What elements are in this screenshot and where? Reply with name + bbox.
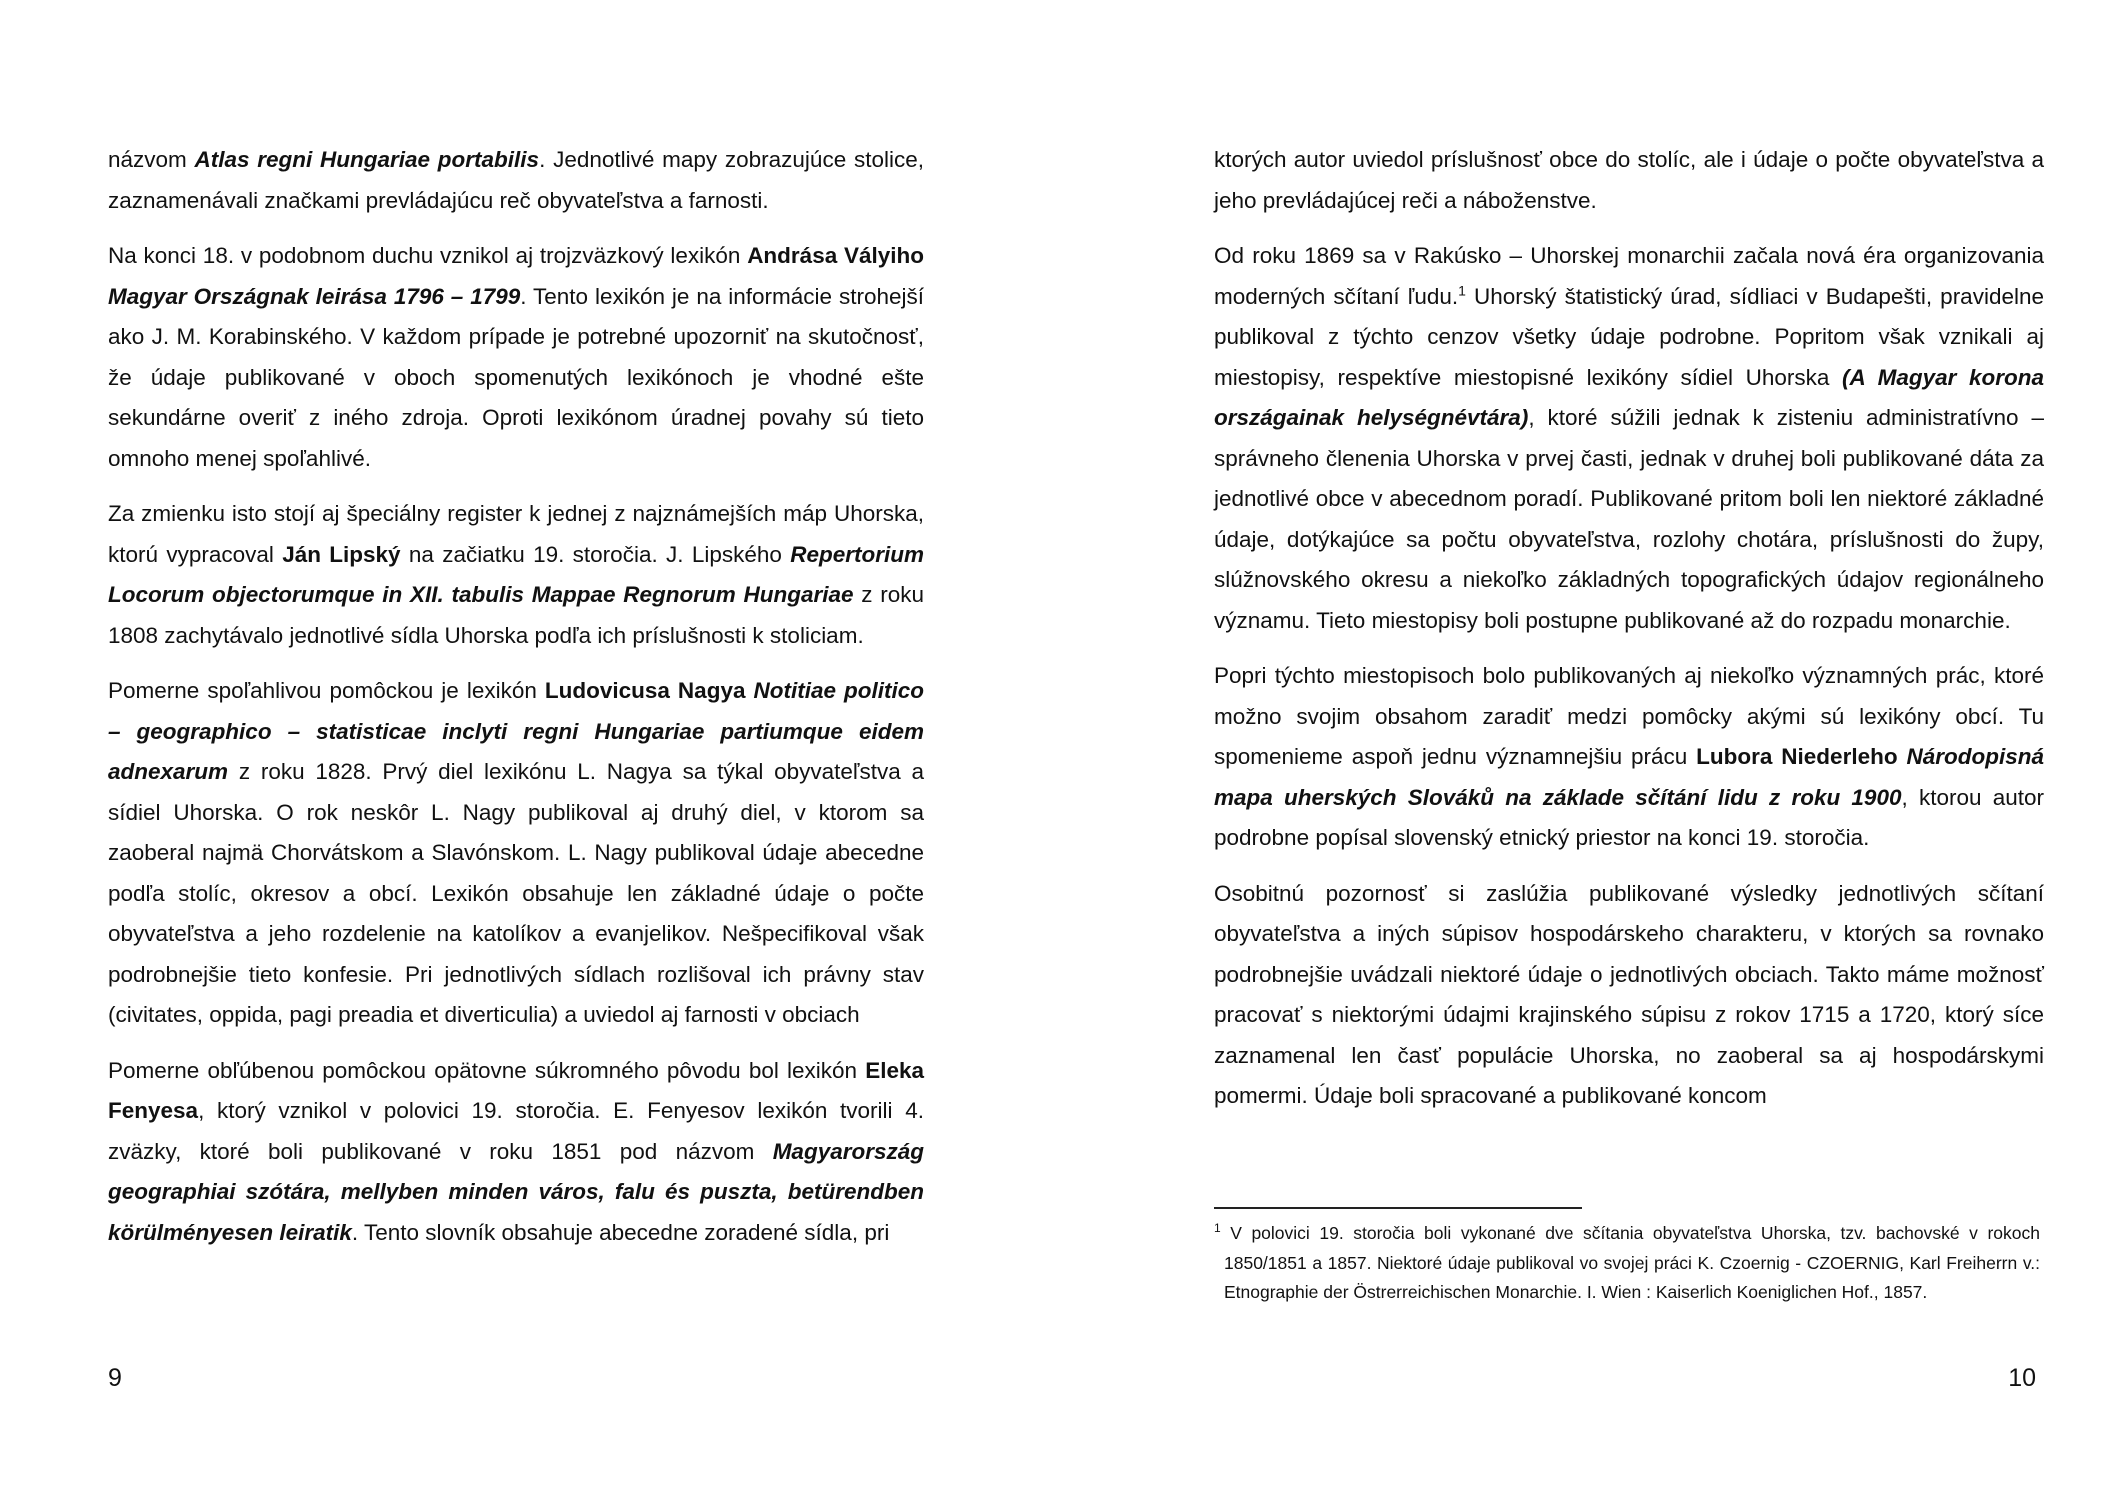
- paragraph: [108, 494, 924, 656]
- page-number-right: 10: [2008, 1364, 2036, 1392]
- text-run: Pomerne obľúbenou pomôckou opätovne súkromného pôvodu bol lexikón: [108, 1057, 866, 1083]
- paragraph: [108, 1051, 924, 1254]
- right-page-text-column: [1214, 140, 2044, 1132]
- text-run: . Tento slovník obsahuje abecedne zoradené sídla, pri: [351, 1219, 890, 1245]
- paragraph: [108, 236, 924, 479]
- text-run: Pomerne spoľahlivou pomôckou je lexikón: [108, 678, 545, 703]
- footnote-separator: [1214, 1207, 1582, 1209]
- paragraph: [1214, 656, 2044, 859]
- paragraph: [1214, 874, 2044, 1117]
- paragraph: [1214, 140, 2044, 221]
- bold-italic-title: Repertorium Locorum objectorumque in XII. tabulis Mappae Regnorum Hungariae: [108, 541, 924, 607]
- text-run: . Jednotlivé mapy zobrazujúce stolice, zaznamenávali značkami prevládajúcu reč obyvateľstva a farnosti.: [108, 147, 924, 213]
- text-run: Za zmienku isto stojí aj špeciálny register k jednej z najznámejších máp Uhorska, ktorú vypracoval: [108, 501, 924, 567]
- right-page: [1214, 0, 2044, 1500]
- text-run: názvom: [108, 147, 195, 172]
- bold-italic-title: Národopisná mapa uherských Slováků na základe sčítání lidu z roku 1900: [1214, 744, 2044, 810]
- left-page: [108, 0, 924, 1500]
- text-run: Popri týchto miestopisoch bolo publikovaných aj niekoľko významných prác, ktoré možno svojim obsahom zaradiť medzi pomôcky akými sú lexikóny obcí. Tu spomenieme aspoň jednu významnejšiu prácu: [1214, 663, 2044, 769]
- paragraph: [1214, 236, 2044, 641]
- footnote: [1214, 1219, 2040, 1308]
- bold-text: Ludovicusa Nagya: [544, 678, 754, 703]
- text-run: , ktorý vznikol v polovici 19. storočia. E. Fenyesov lexikón tvorili 4. zväzky, ktoré boli publikované v roku 1851 pod názvom: [108, 1098, 924, 1164]
- bold-text: Lubora Niederleho: [1696, 744, 1907, 769]
- text-run: na začiatku 19. storočia. J. Lipského: [400, 541, 791, 567]
- text-run: Na konci 18. v podobnom duchu vznikol aj trojzväzkový lexikón: [108, 243, 748, 268]
- text-run: , ktoré súžili jednak k zisteniu administratívno – správneho členenia Uhorska v prvej časti, jednak v druhej boli publikované dáta za jednotlivé obce v abecednom poradí. Publikované pritom boli len niektoré základné údaje, dotýkajúce sa počtu obyvateľstva, rozlohy chotára, príslušnosti do župy, slúžnovského okresu a niekoľko základných topografických údajov regionálneho významu. Tieto miestopisy boli postupne publikované až do rozpadu monarchie.: [1214, 405, 2045, 633]
- footnote-reference: 1: [1458, 282, 1466, 298]
- text-run: Uhorský štatistický úrad, sídliaci v Budapešti, pravidelne publikoval z týchto cenzov všetky údaje podrobne. Popritom však vznikali aj miestopisy, respektíve miestopisné lexikóny sídiel Uhorska: [1214, 283, 2044, 390]
- text-run: Od roku 1869 sa v Rakúsko – Uhorskej monarchii začala nová éra organizovania moderných sčítaní ľudu.: [1214, 243, 2044, 309]
- bold-text: Andrása Vályiho: [747, 243, 925, 268]
- bold-italic-title: Magyarország geographiai szótára, mellyben minden város, falu és puszta, betürendben körülményesen leiratik: [108, 1138, 924, 1245]
- paragraph: [108, 140, 924, 221]
- bold-italic-title: (A Magyar korona országainak helységnévtára): [1214, 364, 2044, 430]
- bold-italic-title: Notitiae politico – geographico – statisticae inclyti regni Hungariae partiumque eidem adnexarum: [108, 678, 924, 784]
- text-run: Osobitnú pozornosť si zaslúžia publikované výsledky jednotlivých sčítaní obyvateľstva a iných súpisov hospodárskeho charakteru, v ktorých sa rovnako podrobnejšie uvádzali niektoré údaje o jednotlivých obciach. Takto máme možnosť pracovať s niektorými údajmi krajinského súpisu z rokov 1715 a 1720, ktorý síce zaznamenal len časť populácie Uhorska, no zaoberal sa aj hospodárskymi pomermi. Údaje boli spracované a publikované koncom: [1214, 880, 2044, 1108]
- left-page-text-column: [108, 140, 924, 1268]
- footnote-marker: 1: [1214, 1221, 1221, 1236]
- bold-text: Ján Lipský: [282, 541, 401, 567]
- text-run: . Tento lexikón je na informácie strohejší ako J. M. Korabinského. V každom prípade je potrebné upozorniť na skutočnosť, že údaje publikované v oboch spomenutých lexikónoch je vhodné ešte sekundárne overiť z iného zdroja. Oproti lexikónom úradnej povahy sú tieto omnoho menej spoľahlivé.: [108, 283, 924, 471]
- page-number-left: 9: [108, 1364, 122, 1392]
- text-run: ktorých autor uviedol príslušnosť obce do stolíc, ale i údaje o počte obyvateľstva a jeho prevládajúcej reči a náboženstve.: [1214, 147, 2044, 213]
- text-run: , ktorou autor podrobne popísal slovenský etnický priestor na konci 19. storočia.: [1214, 784, 2044, 850]
- paragraph: [108, 671, 924, 1036]
- bold-text: Eleka Fenyesa: [108, 1057, 924, 1123]
- text-run: z roku 1828. Prvý diel lexikónu L. Nagya sa týkal obyvateľstva a sídiel Uhorska. O rok neskôr L. Nagy publikoval aj druhý diel, v ktorom sa zaoberal najmä Chorvátskom a Slavónskom. L. Nagy publikoval údaje abecedne podľa stolíc, okresov a obcí. Lexikón obsahuje len základné údaje o počte obyvateľstva a jeho rozdelenie na katolíkov a evanjelikov. Nešpecifikoval však podrobnejšie tieto konfesie. Pri jednotlivých sídlach rozlišoval ich právny stav (civitates, oppida, pagi preadia et diverticulia) a uviedol aj farnosti v obciach: [108, 759, 924, 1027]
- footnote-text: V polovici 19. storočia boli vykonané dve sčítania obyvateľstva Uhorska, tzv. bachovské v rokoch 1850/1851 a 1857. Niektoré údaje publikoval vo svojej práci K. Czoernig - CZOERNIG, Karl Freiherrn v.: Etnographie der Östrerreichischen Monarchie. I. Wien : Kaiserlich Koeniglichen Hof., 1857.: [1224, 1223, 2040, 1302]
- bold-italic-title: Magyar Országnak leirása 1796 – 1799: [108, 283, 521, 309]
- text-run: z roku 1808 zachytávalo jednotlivé sídla Uhorska podľa ich príslušnosti k stoliciam.: [108, 582, 924, 648]
- bold-italic-title: Atlas regni Hungariae portabilis: [194, 147, 540, 172]
